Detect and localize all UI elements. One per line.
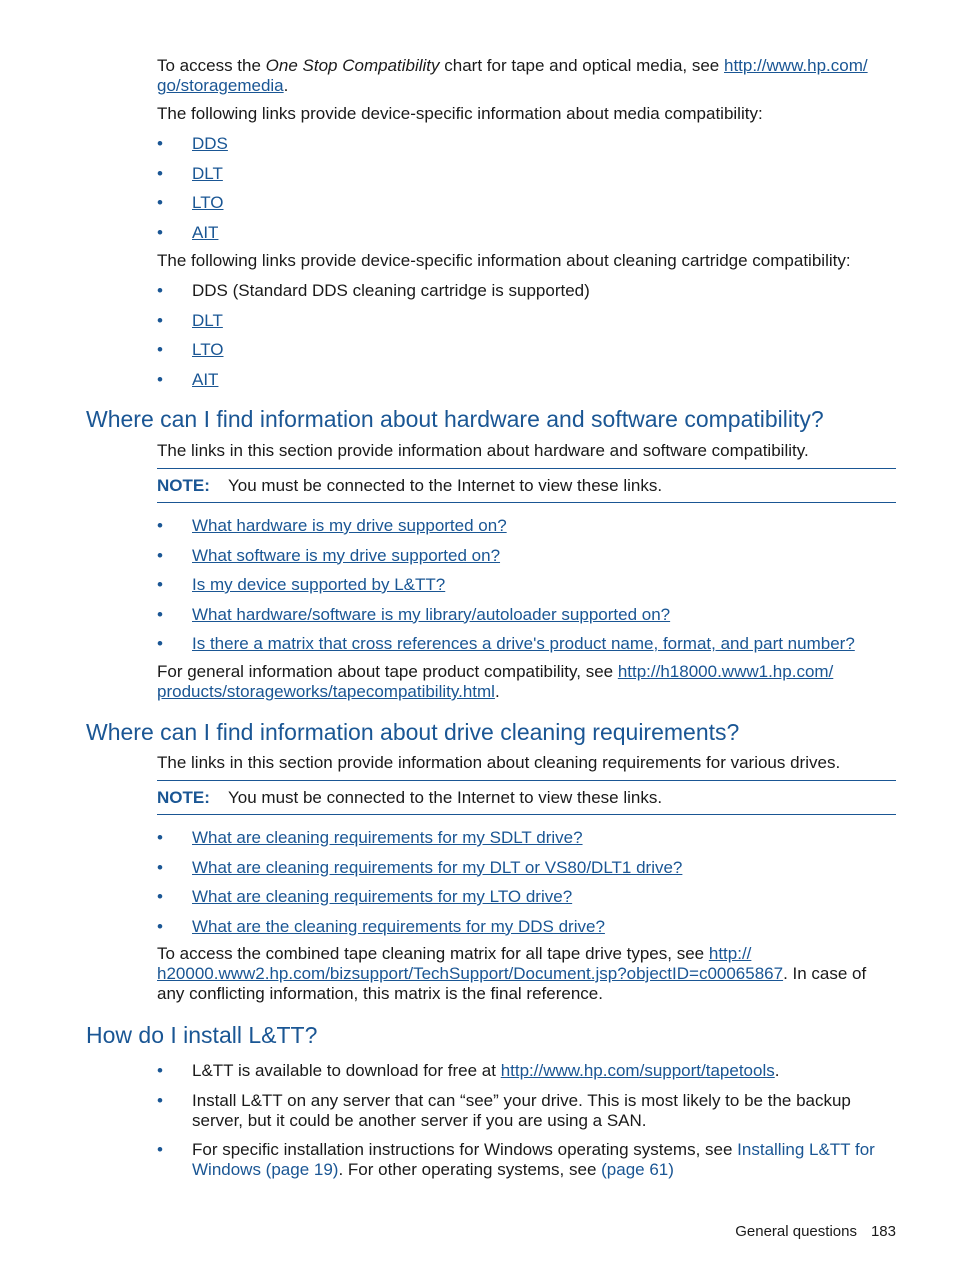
section-heading-install: How do I install L&TT? (86, 1022, 318, 1048)
list-item (157, 311, 897, 341)
list-item (157, 516, 897, 546)
general-compatibility-paragraph (157, 662, 897, 702)
note-text: You must be connected to the Internet to view these links. (228, 476, 663, 495)
intro-text: To access the (157, 56, 266, 75)
list-item (157, 917, 897, 947)
intro-period: . (283, 76, 289, 95)
section1-text: The links in this section provide information about hardware and software compatibility. (157, 441, 809, 460)
media-link-lto[interactable]: LTO (192, 193, 224, 212)
cleaning-links-list (157, 281, 897, 399)
install-list (157, 1061, 897, 1180)
list-item (157, 1061, 897, 1091)
cleaning-matrix-paragraph (157, 944, 897, 1004)
cleaning-requirements-list (157, 828, 897, 946)
list-item (157, 575, 897, 605)
note-box-2 (157, 780, 896, 815)
page-number: 183 (870, 1223, 896, 1240)
install-windows-text: For specific installation instructions for Windows operating systems, see (192, 1140, 738, 1159)
sdlt-cleaning-link[interactable]: What are cleaning requirements for my SDLT drive? (192, 828, 583, 847)
install-server-text: Install L&TT on any server that can “see” your drive. This is most likely to be the backup server, but it could be another server if you are using a SAN. (192, 1090, 851, 1130)
page-61-xref[interactable]: (page 61) (601, 1160, 674, 1179)
library-autoloader-link[interactable]: What hardware/software is my library/autoloader supported on? (192, 604, 671, 624)
list-item (157, 828, 897, 858)
list-item (157, 164, 897, 194)
storagemedia-link[interactable]: http://www.hp.com/ (724, 56, 868, 75)
cleaning-matrix-link-cont[interactable]: h20000.www2.hp.com/bizsupport/TechSupport/Document.jsp?objectID=c00065867 (157, 964, 784, 983)
list-item (157, 281, 897, 311)
install-item-text: L&TT is available to download for free at (192, 1061, 501, 1080)
compatibility-links-list (157, 516, 897, 664)
list-item (157, 605, 897, 635)
media-intro-text: The following links provide device-specific information about media compatibility: (157, 104, 763, 123)
cleaning-link-ait[interactable]: AIT (192, 369, 219, 389)
tapecompatibility-link-cont[interactable]: products/storageworks/tapecompatibility.html (157, 682, 495, 701)
dds-cleaning-text: DDS (Standard DDS cleaning cartridge is supported) (192, 281, 590, 300)
software-supported-link[interactable]: What software is my drive supported on? (192, 545, 501, 565)
list-item (157, 340, 897, 370)
list-item (157, 1091, 897, 1141)
media-link-ait[interactable]: AIT (192, 222, 219, 242)
storagemedia-link-cont[interactable]: go/storagemedia (157, 76, 284, 95)
hardware-supported-link[interactable]: What hardware is my drive supported on? (192, 516, 507, 535)
general-text: For general information about tape product compatibility, see (157, 662, 618, 681)
section-heading-compatibility: Where can I find information about hardware and software compatibility? (86, 406, 824, 432)
ltt-supported-link[interactable]: Is my device supported by L&TT? (192, 575, 446, 594)
list-item (157, 193, 897, 223)
note-box-1 (157, 468, 896, 503)
section-heading-cleaning: Where can I find information about drive cleaning requirements? (86, 719, 740, 745)
note-label: NOTE: (157, 476, 210, 495)
cleaning-link-dlt[interactable]: DLT (192, 310, 223, 330)
dds-cleaning-link[interactable]: What are the cleaning requirements for my DDS drive? (192, 916, 605, 936)
media-link-dds[interactable]: DDS (192, 134, 228, 153)
list-item (157, 223, 897, 253)
cleaning-link-lto[interactable]: LTO (192, 340, 224, 359)
footer-section-title: General questions (735, 1223, 857, 1240)
list-item (157, 858, 897, 888)
list-item (157, 370, 897, 400)
dlt-vs80-cleaning-link[interactable]: What are cleaning requirements for my DLT or VS80/DLT1 drive? (192, 857, 683, 877)
note-text: You must be connected to the Internet to view these links. (228, 788, 663, 807)
list-item (157, 1140, 897, 1180)
general-period: . (494, 682, 500, 701)
list-item (157, 134, 897, 164)
cleaning-matrix-link[interactable]: http:// (708, 944, 752, 963)
list-item (157, 546, 897, 576)
list-item (157, 634, 897, 664)
page-footer (735, 1222, 896, 1242)
section2-text: The links in this section provide information about cleaning requirements for various drives. (157, 753, 841, 772)
one-stop-compatibility-text: One Stop Compatibility (265, 56, 440, 75)
list-item (157, 887, 897, 917)
cross-reference-matrix-link[interactable]: Is there a matrix that cross references a drive's product name, format, and part number? (192, 634, 855, 653)
intro-paragraph (157, 56, 897, 96)
cleaning-intro-text: The following links provide device-specific information about cleaning cartridge compatibility: (157, 251, 851, 270)
tapecompatibility-link[interactable]: http://h18000.www1.hp.com/ (617, 662, 834, 681)
note-label: NOTE: (157, 788, 210, 807)
tapetools-link[interactable]: http://www.hp.com/support/tapetools (500, 1061, 775, 1080)
matrix-text: To access the combined tape cleaning matrix for all tape drive types, see (157, 944, 709, 963)
lto-cleaning-link[interactable]: What are cleaning requirements for my LTO drive? (192, 887, 573, 906)
install-item-period: . (774, 1061, 780, 1080)
intro-text-2: chart for tape and optical media, see (439, 56, 724, 75)
installing-ltt-windows-xref[interactable]: Installing L&TT for Windows (page 19) (192, 1140, 875, 1179)
media-link-dlt[interactable]: DLT (192, 163, 223, 183)
install-other-text: . For other operating systems, see (338, 1160, 602, 1179)
media-links-list (157, 134, 897, 252)
matrix-text-2: . In case of any conflicting information, this matrix is the final reference. (157, 964, 867, 1003)
